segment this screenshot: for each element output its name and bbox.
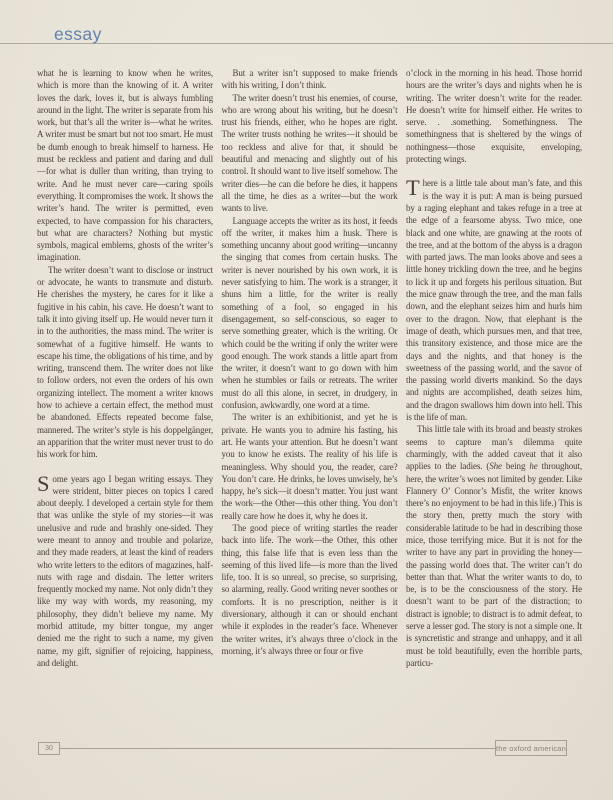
paragraph: This little tale with its broad and beasty strokes seems to capture man’s dilemma quite charmingly, with the added caveat that it also applies to the ladies. (She being he throughout, here, the writer’s woes not limited by gender. Like Flannery O’ Connor’s Misfit, the writer knows there’s no enjoyment to be had in this life.) This is the story then, pretty much the story with considerable latitude to be had in describing those mice, those terrifying mice. But it is not for the writer to have any part in providing the honey—the passing world does that. The writer can’t do better than that. What the writer wants to do, to be, is to be the consciousness of the story. He doesn’t want to be part of the distraction; to distract is ignoble; to distract is to admit defeat, to serve a lesser god. The story is not a simple one. It is syncretistic and strange and unhappy, and it all must be told beautifully, even the horrible parts, particu- bbox=[406, 424, 582, 668]
magazine-name: the oxford american bbox=[495, 740, 567, 756]
drop-cap: T bbox=[406, 175, 420, 201]
paragraph: what he is learning to know when he writes, which is more than the knowing of it. A writer loves the dark, loves it, but is always fumbling around in the light. The writer is separate from his work, but that’s all the writer is—what he writes. A writer must be smart but not too smart. He must be dumb enough to break himself to harness. He must be reckless and patient and daring and dull—for what is duller than writing, than trying to write. And he must never care—caring spoils everything. It compromises the work. It shows the writer’s hand. The writer is permitted, even expected, to have compassion for his characters, but what are characters? Nothing but mystic symbols, magical emblems, ghosts of the writer’s imagination. bbox=[37, 68, 213, 263]
column-2 bbox=[222, 67, 398, 748]
paragraph: The good piece of writing startles the reader back into life. The work—the Other, this other thing, this false life that is even less than the seeming of this lived life—is more than the lived life, too. It is so unreal, so precise, so surprising, so alarming, really. Good writing never soothes or comforts. It is no prescription, neither is it diversionary, although it can or should enchant while it explodes in the reader’s face. Whenever the writer writes, it’s always three o’clock in the morning, it’s always three or four or five bbox=[221, 522, 398, 656]
column-3 bbox=[406, 67, 582, 748]
section-label: essay bbox=[54, 24, 102, 44]
paragraph: Some years ago I began writing essays. They were strident, bitter pieces on topics I cared about deeply. I developed a certain style for them that was unlike the style of my stories—it was unelusive and rude and brashly one-sided. They were meant to annoy and trouble and polarize, and they made readers, at least the kind of readers who write letters to the editors of magazines, half-nuts with rage and disdain. The letter writers frequently mocked my name. Not only didn’t they like my way with words, my reasoning, my philosophy, they didn’t believe my name. My morbid attitude, my bitter tongue, my anger denied me the right to such a name, my given name, my gift, signifier of rejoicing, happiness, and delight. bbox=[37, 470, 213, 668]
page-number: 30 bbox=[38, 742, 60, 755]
paragraph: o’clock in the morning in his head. Those horrid hours are the writer’s days and nights when he is writing. The writer doesn’t write for the reader. He doesn’t write for himself either. He writes to serve. . .something. Somethingness. The somethingness that is sheltered by the wings of nothingness—those exquisite, enveloping, protecting wings. bbox=[406, 68, 582, 165]
paragraph: There is a little tale about man’s fate, and this is the way it is put: A man is being pursued by a raging elephant and takes refuge in a tree at the edge of a fearsome abyss. Two mice, one black and one white, are gnawing at the roots of the tree, and at the bottom of the abyss is a dragon with parted jaws. The man looks above and sees a little honey trickling down the tree, and he begins to lick it up and forgets his perilous situation. But the mice gnaw through the tree, and the man falls down, and the elephant seizes him and hurls him over to the dragon. Now, that elephant is the image of death, which pursues men, and that tree, this transitory existence, and those mice are the days and the nights, and that honey is the sweetness of the passing world, and the savor of the passing world diverts mankind. So the days and nights are accomplished, death seizes him, and the dragon swallows him down into hell. This is the life of man. bbox=[406, 175, 582, 423]
paragraph: The writer doesn’t want to disclose or instruct or advocate, he wants to transmute and disturb. He cherishes the mystery, he cares for it like a fugitive in his cabin, his cave. He doesn’t want to talk it into giving itself up. He would never turn it in to the authorities, the mass mind. The writer is somewhat of a fugitive himself. He wants to escape his time, the obligations of his time, and by writing, transcend them. The writer does not like to follow orders, not even the orders of his own organizing intellect. The moment a writer knows how to achieve a certain effect, the method must be abandoned. Effects repeated become false, mannered. The writer’s style is his doppelgänger, an apparition that the writer must never trust to do his work for him. bbox=[37, 264, 213, 460]
drop-cap: S bbox=[37, 470, 50, 496]
paragraph: The writer doesn’t trust his enemies, of course, who are wrong about his writing, but he doesn’t trust his friends, either, who he hopes are right. The writer trusts nothing he writes—it should be too reckless and alive for that, it should be beautiful and menacing and slightly out of his control. It should want to live itself somehow. The writer dies—he can die before he dies, it happens all the time, he dies as a writer—but the work wants to live. bbox=[221, 92, 398, 214]
paragraph: Language accepts the writer as its host, it feeds off the writer, it makes him a husk. There is something uncanny about good writing—uncanny the singing that comes from certain husks. The writer is never nourished by his own work, it is never satisfying to him. The work is a stranger, it shuns him a little, for the writer is really something of a fool, so engaged in his disengagement, so self-conscious, so eager to serve something greater, which is the writing. Or which could be the writing if only the writer were good enough. The work stands a little apart from the writer, it doesn’t want to go down with him when he stumbles or fails or retreats. The writer must do all this alone, in secret, in drudgery, in confusion, awkwardly, one word at a time. bbox=[221, 215, 398, 411]
paragraph: But a writer isn’t supposed to make friends with his writing, I don’t think. bbox=[221, 68, 398, 91]
footer-rule bbox=[59, 748, 496, 749]
article-body bbox=[37, 67, 582, 748]
paragraph: The writer is an exhibitionist, and yet he is private. He wants you to admire his fasting, his art. He wants your attention. But he doesn’t want you to know he exists. The reality of his life is meaningless. Why should you, the reader, care? You don’t care. He drinks, he loves unwisely, he’s happy, he’s sick—it doesn’t matter. You just want the work—the Other—this other thing. You don’t really care how he does it, why he does it. bbox=[221, 412, 398, 521]
column-1 bbox=[37, 67, 213, 748]
